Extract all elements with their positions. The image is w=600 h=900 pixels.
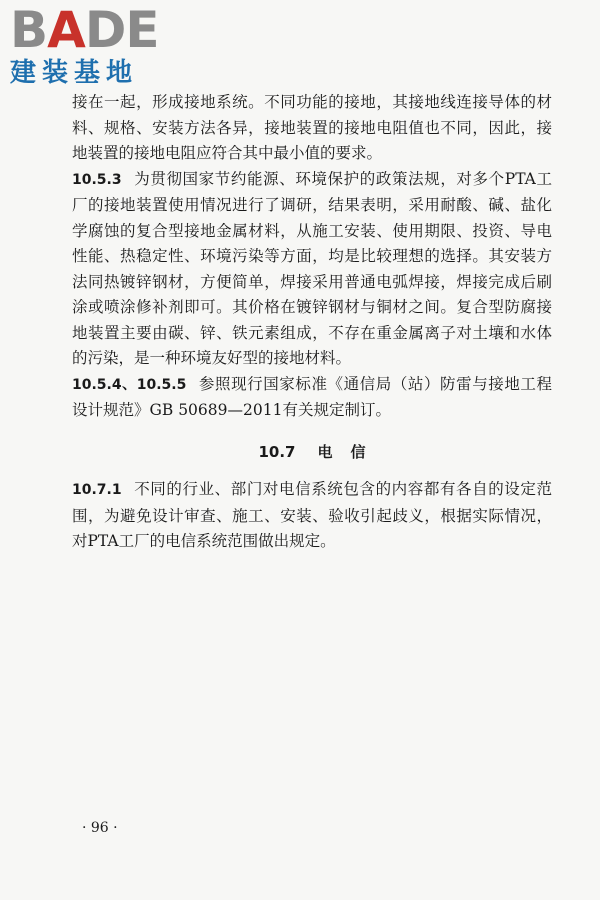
clause-text: 参照现行国家标准《通信局（站）防雷与接地工程设计规范》GB 50689—2011有关规定制订。 [72,374,552,419]
clause-text: 不同的行业、部门对电信系统包含的内容都有各自的设定范围，为避免设计审查、施工、安装、验收引起歧义，根据实际情况，对PTA工厂的电信系统范围做出规定。 [72,480,552,550]
paragraph-continued [72,90,552,167]
clause-10-5-4 [72,372,552,424]
bade-logo [6,2,174,88]
clause-number: 10.5.3 [72,171,122,188]
section-title-char: 电 [317,442,333,461]
document-body [72,90,552,555]
clause-number: 10.7.1 [72,482,122,498]
section-title [72,440,552,466]
clause-text: 为贯彻国家节约能源、环境保护的政策法规，对多个PTA工厂的接地装置使用情况进行了调研，结果表明，采用耐酸、碱、盐化学腐蚀的复合型接地金属材料，从施工安装、使用期限、投资、导电性能、热稳定性、环境污染等方面，均是比较理想的选择。其安装方法同热镀锌钢材，方便简单，焊接采用普通电弧焊接，焊接完成后刷涂或喷涂修补剂即可。其价格在镀锌钢材与铜材之间。复合型防腐接地装置主要由碳、锌、铁元素组成，不存在重金属离子对土壤和水体的污染，是一种环境友好型的接地材料。 [72,169,552,367]
section-title-char: 信 [350,442,366,461]
logo-wordmark: BADE [10,1,159,59]
clause-number: 10.5.4、10.5.5 [72,376,187,393]
logo-subtitle: 建装基地 [10,58,139,88]
clause-10-5-3 [72,167,552,372]
paragraph-text: 接在一起，形成接地系统。不同功能的接地，其接地线连接导体的材料、规格、安装方法各异，接地装置的接地电阻值也不同，因此，接地装置的接地电阻应符合其中最小值的要求。 [72,93,552,162]
page-number: · 96 · [82,820,118,836]
section-number: 10.7 [258,442,296,461]
clause-10-7-1 [72,477,552,555]
